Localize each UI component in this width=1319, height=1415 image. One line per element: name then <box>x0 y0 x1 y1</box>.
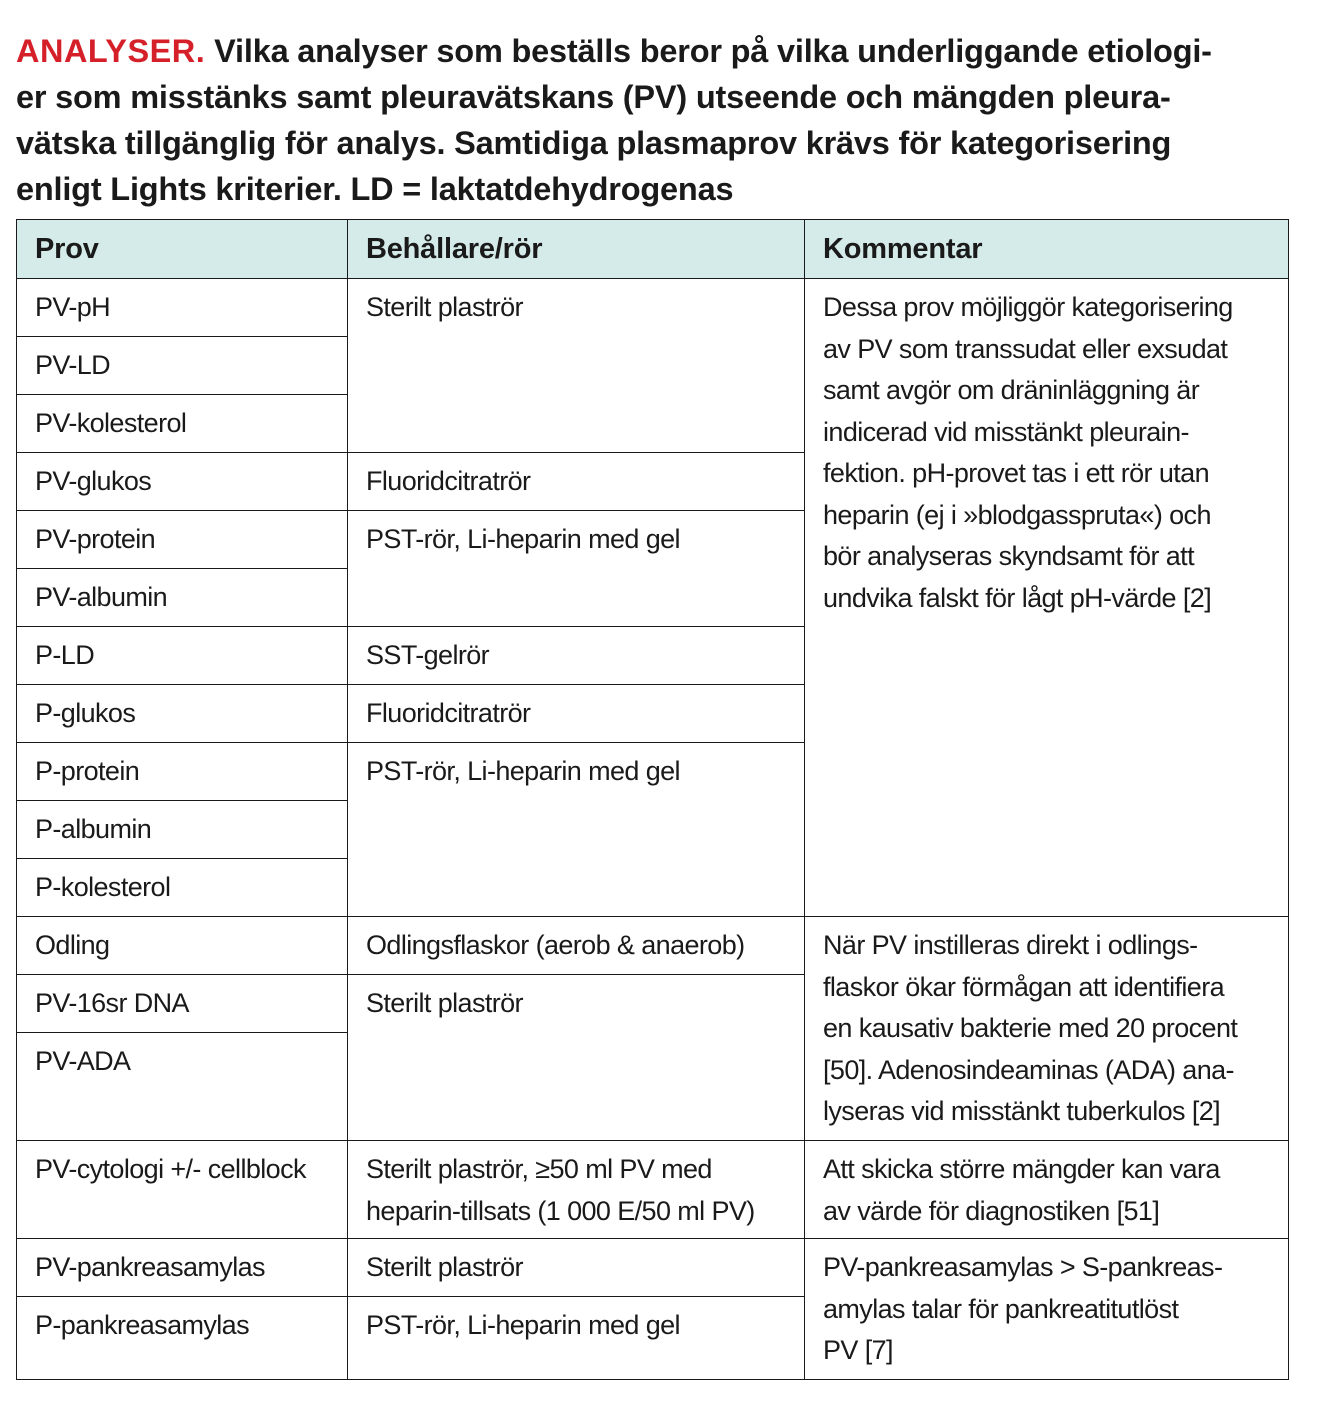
caption-label: ANALYSER. <box>16 33 206 69</box>
header-prov: Prov <box>17 220 348 279</box>
table-row <box>17 1141 1289 1239</box>
prov-cell: PV-albumin <box>17 569 348 627</box>
comment-line: PV [7] <box>823 1335 893 1365</box>
comment-line: fektion. pH-provet tas i ett rör utan <box>823 458 1209 488</box>
header-behallare: Behållare/rör <box>348 220 805 279</box>
comment-line: Dessa prov möjliggör kategorisering <box>823 292 1233 322</box>
prov-cell: P-LD <box>17 627 348 685</box>
comment-line: av PV som transsudat eller exsudat <box>823 333 1228 364</box>
container-cell: Sterilt plaströr <box>348 975 805 1141</box>
container-line: heparin-tillsats (1 000 E/50 ml PV) <box>366 1195 755 1226</box>
container-cell: Fluoridcitratrör <box>348 685 805 743</box>
comment-line: av värde för diagnostiken [51] <box>823 1195 1160 1226</box>
comment-line: indicerad vid misstänkt pleurain- <box>823 416 1189 447</box>
table-row <box>17 279 1289 337</box>
prov-cell: P-kolesterol <box>17 859 348 917</box>
table-header-row <box>17 220 1289 279</box>
prov-cell: PV-protein <box>17 511 348 569</box>
comment-line: undvika falskt för lågt pH-värde [2] <box>823 582 1212 613</box>
container-line: Sterilt plaströr, ≥50 ml PV med <box>366 1154 712 1184</box>
container-cell: PST-rör, Li-heparin med gel <box>348 743 805 917</box>
comment-cell <box>805 1239 1289 1380</box>
caption-text-1: Vilka analyser som beställs beror på vilka underliggande etiologi- <box>214 33 1212 69</box>
container-cell: PST-rör, Li-heparin med gel <box>348 1297 805 1380</box>
comment-line: en kausativ bakterie med 20 procent <box>823 1013 1238 1043</box>
prov-cell: PV-pankreasamylas <box>17 1239 348 1297</box>
prov-cell: PV-16sr DNA <box>17 975 348 1033</box>
container-cell: SST-gelrör <box>348 627 805 685</box>
prov-cell: PV-pH <box>17 279 348 337</box>
caption-line-3: vätska tillgänglig för analys. Samtidiga plasmaprov krävs för kategorisering <box>16 125 1172 161</box>
prov-cell: PV-kolesterol <box>17 395 348 453</box>
caption-line-1 <box>16 28 1296 74</box>
analyses-table <box>16 219 1289 1380</box>
comment-line: heparin (ej i »blodgasspruta«) och <box>823 499 1211 530</box>
prov-cell: PV-ADA <box>17 1033 348 1141</box>
container-cell: Odlingsflaskor (aerob & anaerob) <box>348 917 805 975</box>
prov-cell: PV-cytologi +/- cellblock <box>17 1141 348 1239</box>
comment-cell <box>805 1141 1289 1239</box>
comment-line: amylas talar för pankreatitutlöst <box>823 1293 1179 1324</box>
container-cell <box>348 1141 805 1239</box>
comment-line: samt avgör om dräninläggning är <box>823 375 1200 405</box>
container-cell: Fluoridcitratrör <box>348 453 805 511</box>
comment-line: [50]. Adenosindeaminas (ADA) ana- <box>823 1054 1234 1085</box>
comment-line: Att skicka större mängder kan vara <box>823 1154 1220 1184</box>
container-cell: Sterilt plaströr <box>348 279 805 453</box>
prov-cell: P-glukos <box>17 685 348 743</box>
comment-cell <box>805 279 1289 917</box>
table-row <box>17 1239 1289 1297</box>
comment-line: bör analyseras skyndsamt för att <box>823 541 1194 571</box>
prov-cell: P-pankreasamylas <box>17 1297 348 1380</box>
prov-cell: Odling <box>17 917 348 975</box>
prov-cell: PV-glukos <box>17 453 348 511</box>
caption-line-2: er som misstänks samt pleuravätskans (PV) utseende och mängden pleura- <box>16 79 1171 115</box>
comment-line: lyseras vid misstänkt tuberkulos [2] <box>823 1096 1221 1126</box>
container-cell: PST-rör, Li-heparin med gel <box>348 511 805 627</box>
comment-line: flaskor ökar förmågan att identifiera <box>823 971 1225 1002</box>
comment-cell <box>805 917 1289 1141</box>
prov-cell: PV-LD <box>17 337 348 395</box>
prov-cell: P-albumin <box>17 801 348 859</box>
table-caption <box>16 28 1296 212</box>
header-kommentar: Kommentar <box>805 220 1289 279</box>
container-cell: Sterilt plaströr <box>348 1239 805 1297</box>
comment-line: När PV instilleras direkt i odlings- <box>823 930 1198 960</box>
caption-line-4: enligt Lights kriterier. LD = laktatdehydrogenas <box>16 171 734 207</box>
prov-cell: P-protein <box>17 743 348 801</box>
comment-line: PV-pankreasamylas > S-pankreas- <box>823 1252 1223 1282</box>
table-row <box>17 917 1289 975</box>
